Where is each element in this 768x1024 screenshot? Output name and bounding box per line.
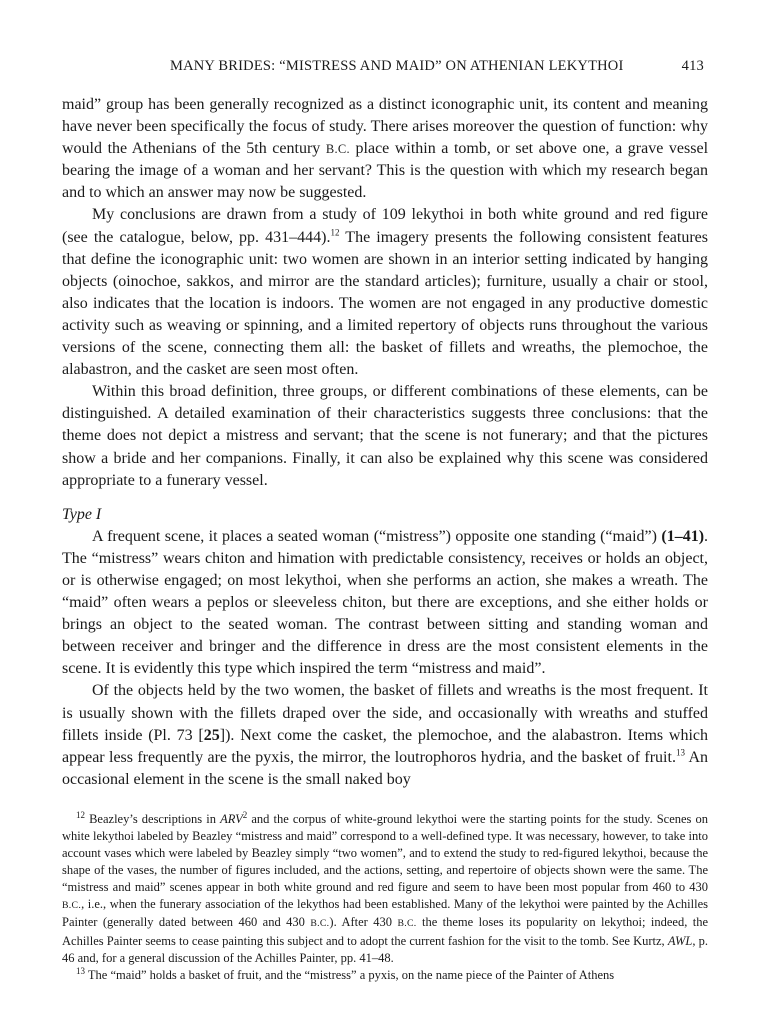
running-head bbox=[62, 58, 708, 78]
paragraph: A frequent scene, it places a seated woman (“mistress”) opposite one standing (“maid”) (1–41). The “mistress” wears chiton and himation with predictable consistency, receives or holds an object, or is otherwise engaged; on most lekythoi, when she performs an action, she makes a wreath. The “maid” often wears a peplos or sleeveless chiton, but there are exceptions, and she either holds or brings an object to the seated woman. The contrast between sitting and standing woman and between receiver and bringer and the difference in dress are the most consistent elements in the scene. It is evidently this type which inspired the term “mistress and maid”. bbox=[62, 527, 709, 678]
catalogue-ref: 25 bbox=[203, 726, 220, 744]
section-heading: Type I bbox=[62, 505, 102, 523]
footnote-ref[interactable]: 13 bbox=[675, 747, 685, 758]
page-number: 413 bbox=[681, 58, 704, 74]
footnote: $^{13}$ The “maid” holds a basket of fruit, and the “mistress” a pyxis, on the name piece of the Painter of Athens bbox=[76, 966, 615, 983]
footnote: $^{12}$ Beazley’s descriptions in ARV$^2$ and the corpus of white-ground lekythoi were the starting points for the study. Scenes on white lekythoi labeled by Beazley “mistress and maid” correspond to a well-defined type. It was necessary, however, to take into account vases which were labeled by Beazley simply “two women”, and to extend the study to red-figured lekythoi, because the shape of the vases, the number of figures included, and the actions, setting, and repertoire of objects shown were the same. The “mistress and maid” scenes appear in both white ground and red figure and seem to have been most popular from 460 to 430 B.C., i.e., when the funerary association of the lekythos had been established. Many of the lekythoi were painted by the Achilles Painter (generally dated between 460 and 430 B.C.). After 430 B.C. the theme loses its popularity on lekythoi; indeed, the Achilles Painter seems to cease painting this subject and to adopt the current fashion for the visit to the tomb. See Kurtz, AWL, p. 46 and, for a general discussion of the Achilles Painter, pp. 41–48. bbox=[62, 809, 709, 966]
paragraph: My conclusions are drawn from a study of 109 lekythoi in both white ground and red figure (see the catalogue, below, pp. 431–444).$^{12}$ The imagery presents the following consistent features that define the iconographic unit: two women are shown in an interior setting indicated by hanging objects (oinochoe, sakkos, and mirror are the standard articles); furniture, usually a chair or stool, also indicates that the location is indoors. The women are not engaged in any productive domestic activity such as weaving or spinning, and a limited repertory of objects runs throughout the various versions of the scene, connecting them all: the basket of fillets and wreaths, the plemochoe, the alabastron, and the casket are seen most often. bbox=[62, 206, 708, 379]
paragraph: Of the objects held by the two women, the basket of fillets and wreaths is the most frequent. It is usually shown with the fillets draped over the side, and occasionally with wreaths and stuffed fillets inside (Pl. 73 [25]). Next come the casket, the plemochoe, and the alabastron. Items which appear less frequently are the pyxis, the mirror, the loutrophoros hydria, and the basket of fruit.$^{13}$ An occasional element in the scene is the small naked boy bbox=[62, 682, 709, 788]
paragraph: maid” group has been generally recognized as a distinct iconographic unit, its content and meaning have never been specifically the focus of study. There arises moreover the question of function: why would the Athenians of the 5th century B.C. place within a tomb, or set above one, a grave vessel bearing the image of a woman and her servant? This is the question with which my research began and to which an answer may now be suggested. bbox=[62, 96, 709, 202]
catalogue-ref: (1–41) bbox=[661, 527, 705, 545]
running-title: MANY BRIDES: “MISTRESS AND MAID” ON ATHENIAN LEKYTHOI bbox=[170, 58, 624, 74]
paragraph: Within this broad definition, three groups, or different combinations of these elements, can be distinguished. A detailed examination of their characteristics suggests three conclusions: that the theme does not depict a mistress and servant; that the scene is not funerary; and that the pictures show a bride and her companions. Finally, it can also be explained why this scene was considered appropriate to a funerary vessel. bbox=[62, 383, 708, 489]
footnote-marker: 13 bbox=[76, 966, 85, 976]
body-text bbox=[62, 94, 708, 791]
footnote-ref[interactable]: 12 bbox=[330, 227, 340, 238]
footnotes bbox=[62, 811, 708, 984]
footnote-marker: 12 bbox=[76, 809, 85, 820]
